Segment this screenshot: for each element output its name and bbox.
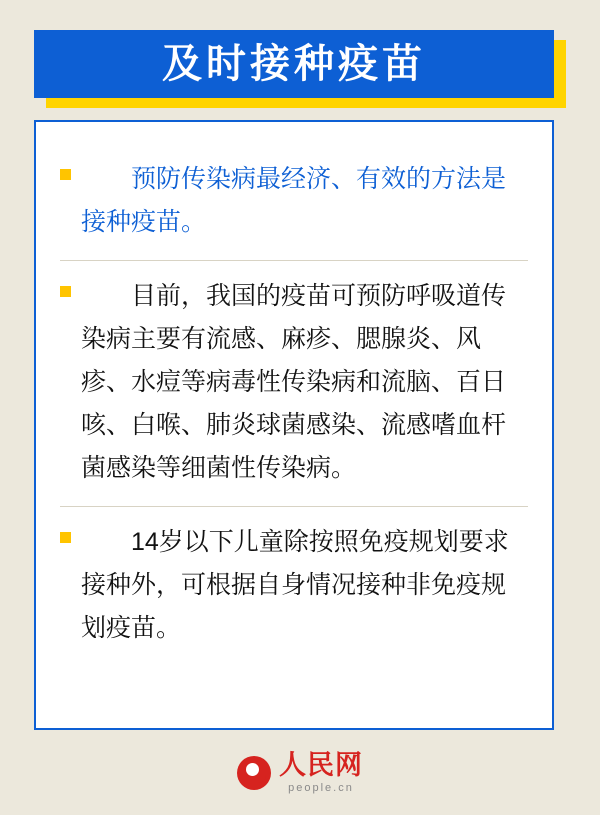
people-cn-logo-icon [237,756,271,790]
footer-logo [0,752,600,794]
list-item [60,260,528,506]
logo-chinese-name: 人民网 [279,750,363,780]
list-item [60,144,528,260]
header-main-layer [34,30,554,98]
list-item [60,506,528,666]
list-item-text: 目前，我国的疫苗可预防呼吸道传染病主要有流感、麻疹、腮腺炎、风疹、水痘等病毒性传染病和流脑、百日咳、白喉、肺炎球菌感染、流感嗜血杆菌感染等细菌性传染病。 [81,282,507,482]
list-item-text: 预防传染病最经济、有效的方法是接种疫苗。 [81,165,507,236]
list-item-text: 14岁以下儿童除按照免疫规划要求接种外，可根据自身情况接种非免疫规划疫苗。 [81,528,509,642]
page-title: 及时接种疫苗 [162,42,426,86]
logo-text-group [279,752,363,794]
square-bullet-icon [60,286,71,297]
logo-domain: people.cn [288,782,354,794]
header-banner [34,30,566,108]
content-card [34,120,554,730]
square-bullet-icon [60,169,71,180]
square-bullet-icon [60,532,71,543]
